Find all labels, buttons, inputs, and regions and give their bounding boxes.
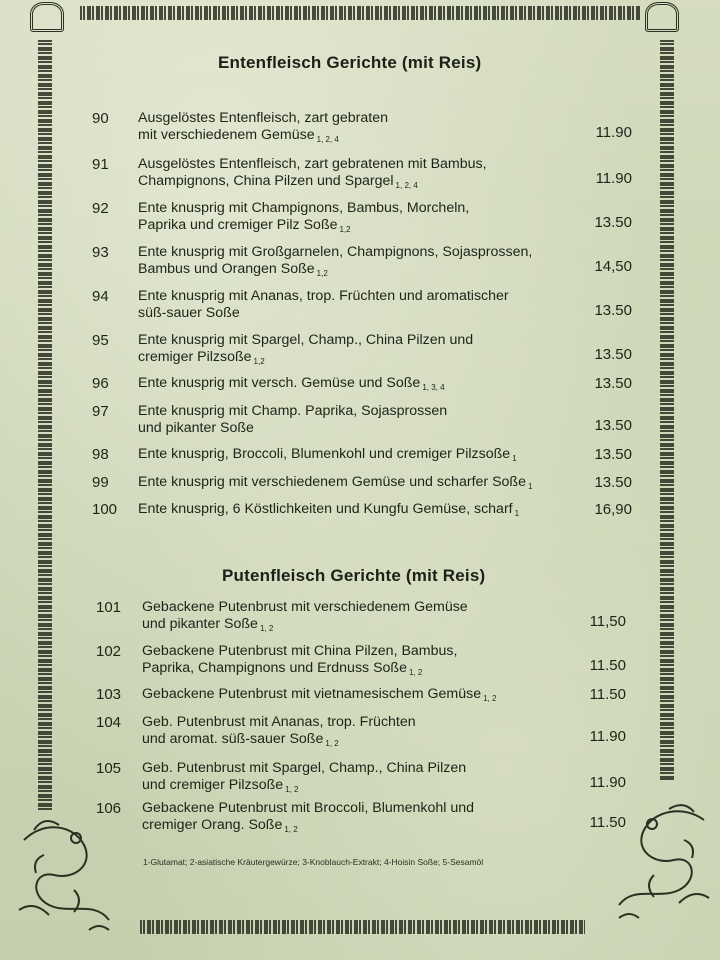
additive-codes: 1, 2, 4 — [316, 135, 339, 144]
dish-description — [142, 643, 457, 681]
left-border-ornament — [38, 40, 52, 810]
additive-codes: 1, 2 — [325, 739, 339, 748]
ornament-corner-icon — [645, 2, 679, 32]
dish-description — [142, 714, 416, 752]
dish-line-1: Ente knusprig mit Champignons, Bambus, Morcheln, — [138, 200, 470, 216]
bottom-border-ornament — [140, 920, 585, 934]
additive-codes: 1, 2 — [285, 785, 299, 794]
dish-number: 99 — [92, 474, 109, 491]
dragon-icon — [604, 790, 714, 940]
additive-codes: 1 — [512, 454, 517, 463]
dish-line-1: Ausgelöstes Entenfleisch, zart gebraten — [138, 110, 389, 126]
dish-line-2: Bambus und Orangen Soße $_{1,2}$ — [138, 261, 328, 278]
dish-number: 92 — [92, 200, 109, 217]
additive-codes: 1 — [514, 509, 520, 518]
dish-description — [138, 156, 487, 194]
dish-line-1: Ente knusprig, Broccoli, Blumenkohl und cremiger Pilzsoße $_1$ — [138, 446, 517, 463]
dish-line-1: Geb. Putenbrust mit Spargel, Champ., China Pilzen — [142, 760, 467, 776]
dish-line-1: Ente knusprig mit versch. Gemüse und Soße $_{1, 3, 4}$ — [138, 375, 445, 392]
dish-line-2: cremiger Pilzsoße $_{1,2}$ — [138, 349, 265, 366]
dish-description — [142, 800, 474, 838]
dish-price: 13.50 — [594, 474, 632, 491]
dish-price: 11.50 — [589, 814, 626, 831]
additive-codes: 1, 2 — [284, 825, 298, 834]
dish-price: 11,50 — [589, 613, 626, 630]
dish-description — [142, 686, 496, 707]
dish-price: 13.50 — [594, 446, 632, 463]
dish-line-1: Ente knusprig mit Ananas, trop. Früchten und aromatischer — [138, 288, 509, 304]
additive-codes: 1 — [527, 482, 533, 491]
dish-line-2: und pikanter Soße — [138, 420, 254, 436]
dish-description — [138, 403, 447, 437]
dish-price: 11.90 — [589, 728, 626, 745]
dish-number: 93 — [92, 244, 109, 261]
ornament-corner-icon — [30, 2, 64, 32]
dish-price: 11.50 — [589, 686, 626, 703]
dish-number: 96 — [92, 375, 109, 392]
dragon-icon — [14, 800, 124, 950]
dish-line-2: Champignons, China Pilzen und Spargel $_{1, 2, 4}$ — [138, 173, 418, 190]
dish-line-2: süß-sauer Soße — [138, 305, 240, 321]
dish-description — [138, 110, 388, 148]
right-border-ornament — [660, 40, 674, 780]
dish-line-1: Ausgelöstes Entenfleisch, zart gebratenen mit Bambus, — [138, 156, 487, 172]
dish-line-1: Ente knusprig, 6 Köstlichkeiten und Kungfu Gemüse, scharf $_1$ — [138, 501, 520, 518]
additive-codes: 1,2 — [253, 357, 265, 366]
dish-line-1: Gebackene Putenbrust mit Broccoli, Blumenkohl und — [142, 800, 475, 816]
additive-codes: 1,2 — [316, 269, 328, 278]
dish-price: 13.50 — [594, 346, 632, 363]
dish-number: 103 — [96, 686, 122, 703]
dish-description — [138, 200, 469, 238]
dish-description — [138, 446, 517, 467]
dish-price: 14,50 — [594, 258, 632, 275]
additive-codes: 1,2 — [339, 225, 351, 234]
dish-line-2: mit verschiedenem Gemüse $_{1, 2, 4}$ — [138, 127, 339, 144]
dish-description — [142, 760, 466, 798]
dish-price: 11.90 — [595, 170, 632, 187]
additive-codes: 1, 2 — [408, 668, 423, 677]
dish-number: 97 — [92, 403, 109, 420]
dish-description — [138, 375, 445, 396]
dish-number: 98 — [92, 446, 109, 463]
dish-line-1: Ente knusprig mit Champ. Paprika, Sojasprossen — [138, 403, 448, 419]
additives-footnote: 1-Glutamat; 2-asiatische Kräutergewürze; 3-Knoblauch-Extrakt; 4-Hoisin Soße; 5-Sesamöl — [143, 857, 484, 867]
dish-line-2: und pikanter Soße $_{1, 2}$ — [142, 616, 274, 633]
dish-line-1: Ente knusprig mit verschiedenem Gemüse und scharfer Soße $_1$ — [138, 474, 533, 491]
dish-number: 104 — [96, 714, 122, 731]
dish-line-2: und cremiger Pilzsoße $_{1, 2}$ — [142, 777, 299, 794]
dish-number: 106 — [96, 800, 122, 817]
dish-number: 105 — [96, 760, 122, 777]
dish-description — [138, 501, 519, 522]
dish-line-2: Paprika, Champignons und Erdnuss Soße $_{1, 2}$ — [142, 660, 423, 677]
dish-line-1: Ente knusprig mit Spargel, Champ., China Pilzen und — [138, 332, 474, 348]
dish-price: 11.90 — [589, 774, 626, 791]
dish-price: 13.50 — [594, 302, 632, 319]
dish-description — [138, 244, 532, 282]
additive-codes: 1, 2 — [483, 694, 497, 703]
dish-price: 16,90 — [594, 501, 632, 518]
dish-number: 90 — [92, 110, 109, 127]
section-title-duck: Entenfleisch Gerichte (mit Reis) — [218, 53, 482, 72]
dish-line-1: Geb. Putenbrust mit Ananas, trop. Früchten — [142, 714, 416, 730]
dish-number: 100 — [92, 501, 118, 518]
dish-number: 101 — [96, 599, 122, 616]
dish-line-1: Gebackene Putenbrust mit verschiedenem Gemüse — [142, 599, 468, 615]
dish-description — [138, 474, 532, 495]
top-border-ornament — [80, 6, 640, 20]
dish-description — [138, 288, 509, 322]
dish-price: 11.90 — [595, 124, 632, 141]
dish-line-1: Gebackene Putenbrust mit China Pilzen, Bambus, — [142, 643, 458, 659]
dish-price: 13.50 — [594, 375, 632, 392]
dish-number: 95 — [92, 332, 109, 349]
dish-number: 102 — [96, 643, 122, 660]
dish-number: 91 — [92, 156, 109, 173]
dish-price: 13.50 — [594, 417, 632, 434]
dish-description — [138, 332, 473, 370]
additive-codes: 1, 2, 4 — [395, 181, 418, 190]
additive-codes: 1, 3, 4 — [422, 383, 445, 392]
dish-line-2: und aromat. süß-sauer Soße $_{1, 2}$ — [142, 731, 339, 748]
additive-codes: 1, 2 — [259, 624, 274, 633]
dish-description — [142, 599, 468, 637]
dish-line-1: Ente knusprig mit Großgarnelen, Champignons, Sojasprossen, — [138, 244, 533, 260]
dish-price: 11.50 — [589, 657, 626, 674]
dish-price: 13.50 — [594, 214, 632, 231]
dish-line-1: Gebackene Putenbrust mit vietnamesischem Gemüse $_{1, 2}$ — [142, 686, 497, 703]
section-title-turkey: Putenfleisch Gerichte (mit Reis) — [222, 566, 486, 585]
dish-number: 94 — [92, 288, 109, 305]
dish-line-2: Paprika und cremiger Pilz Soße $_{1,2}$ — [138, 217, 351, 234]
dish-line-2: cremiger Orang. Soße $_{1, 2}$ — [142, 817, 298, 834]
